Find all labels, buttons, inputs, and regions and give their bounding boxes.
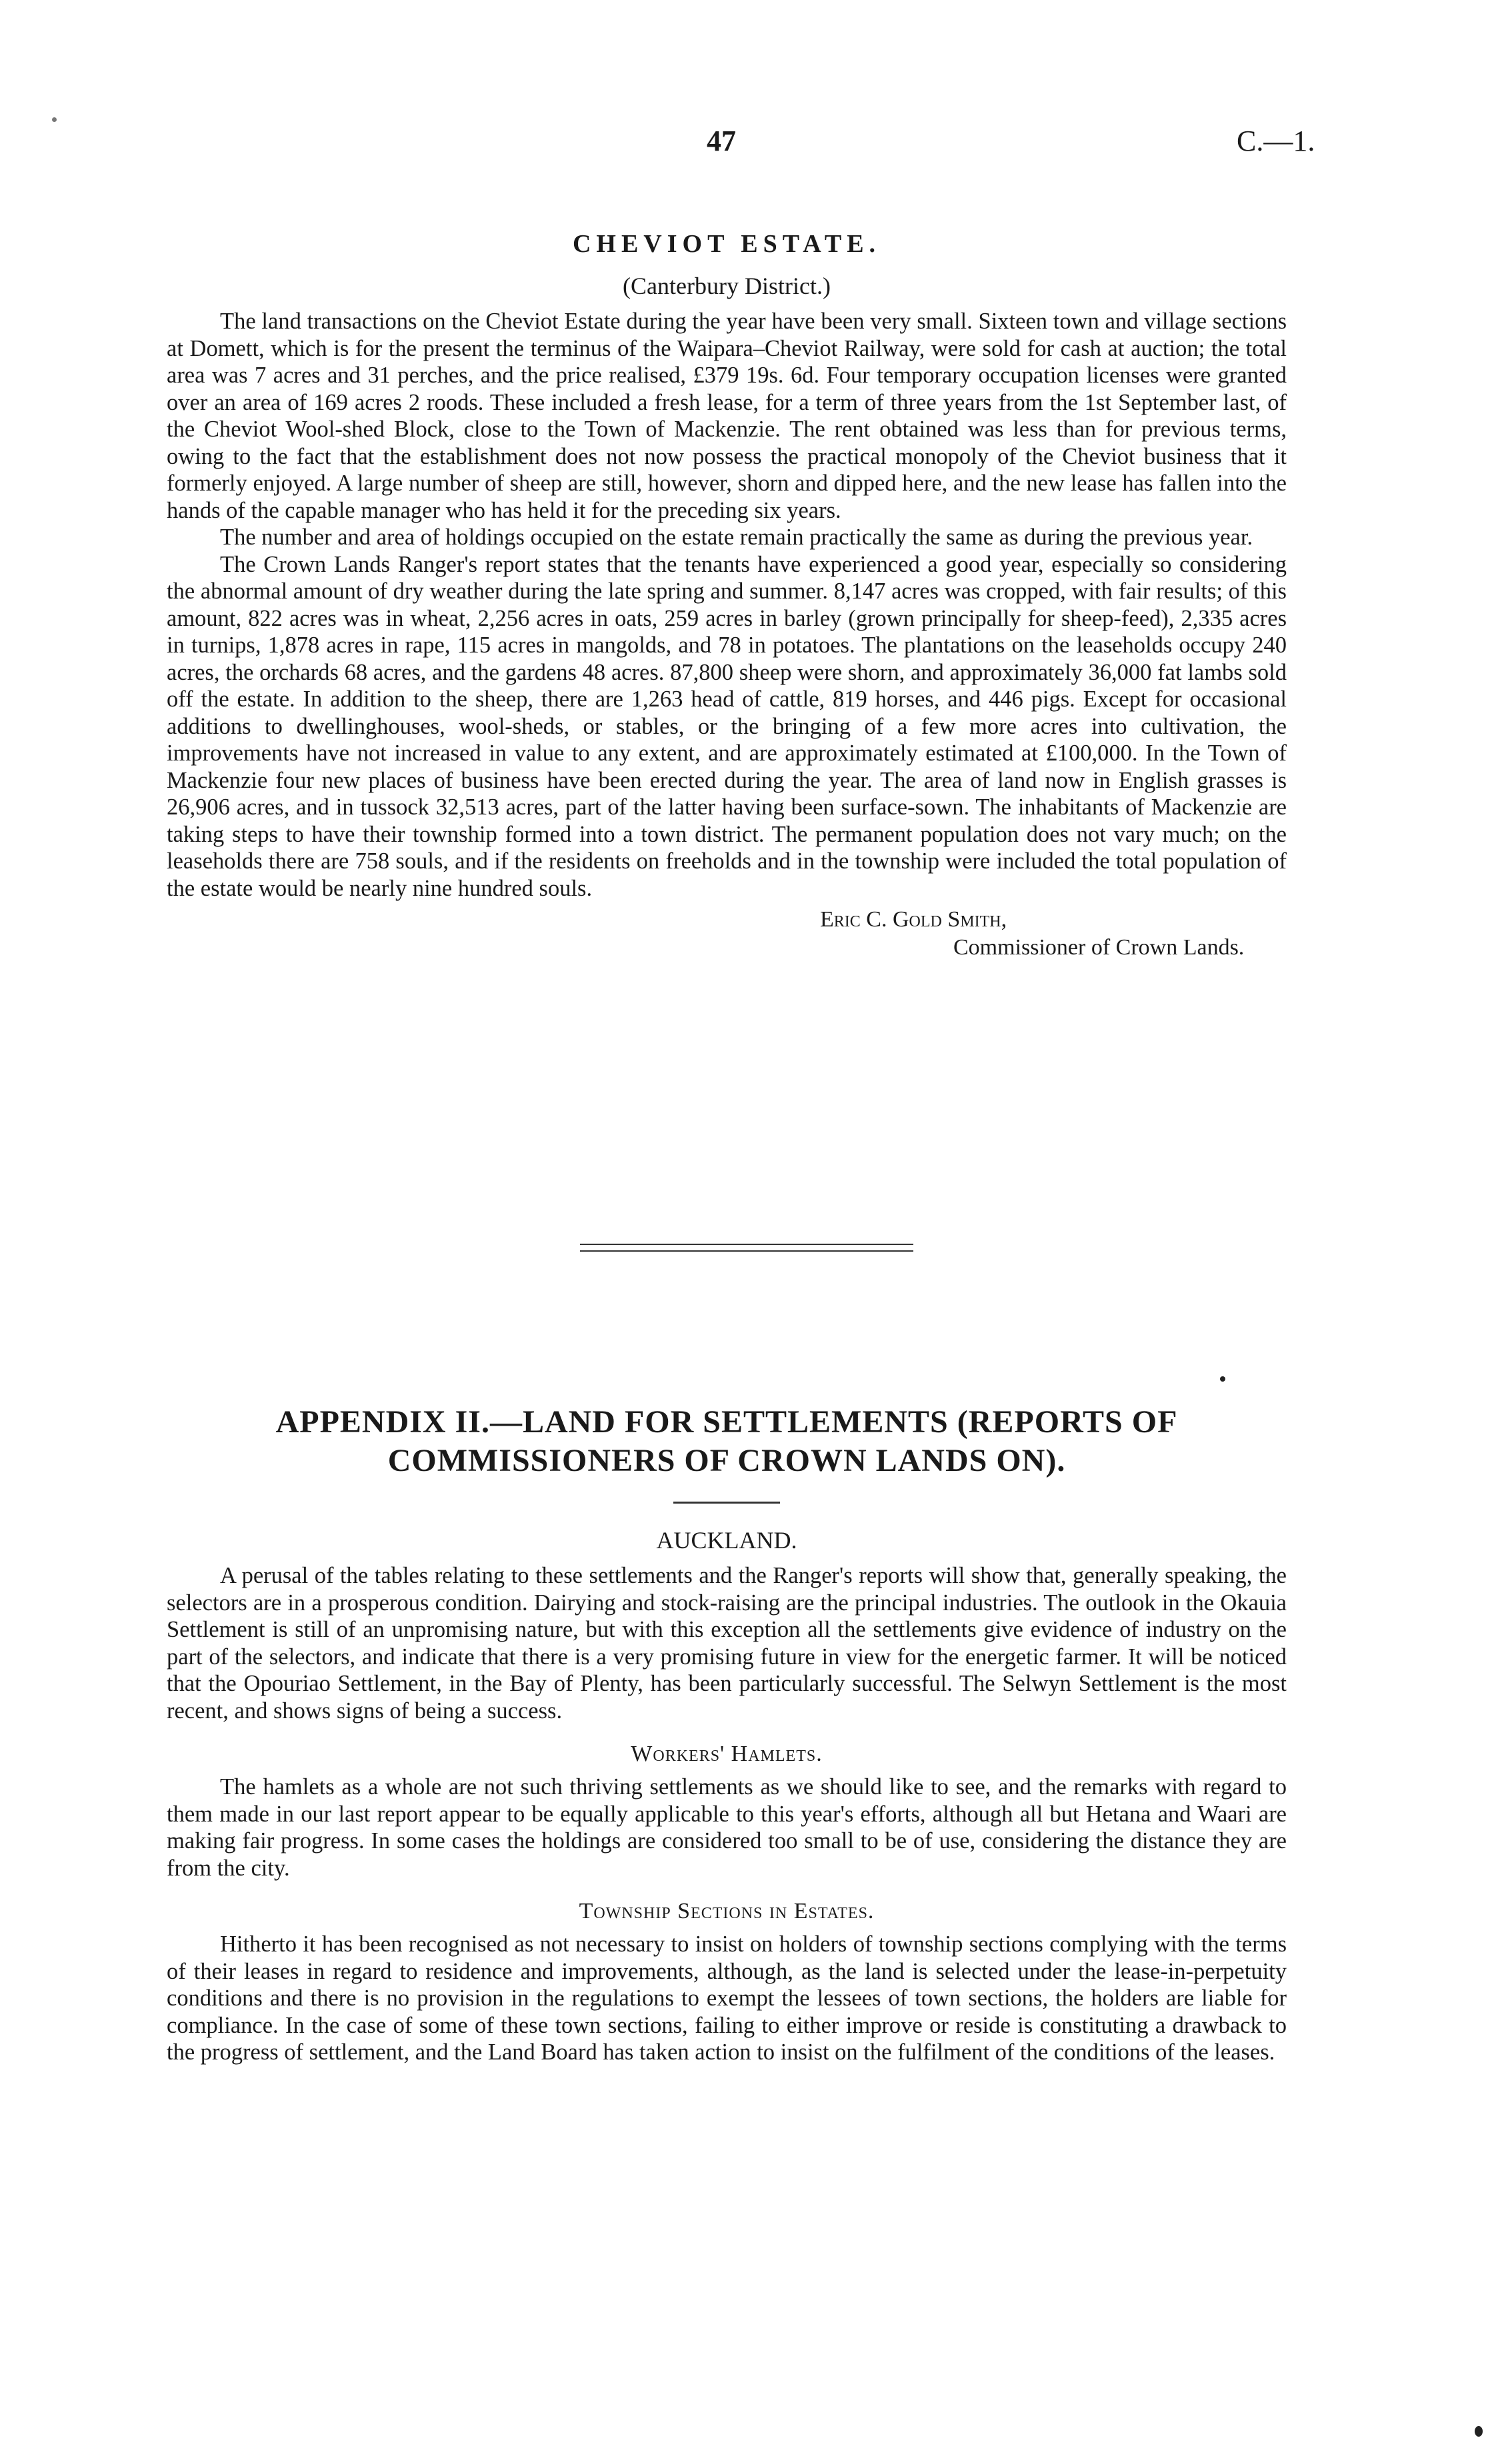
workers-hamlets-heading: Workers' Hamlets. bbox=[631, 1742, 823, 1766]
appendix-rule bbox=[673, 1502, 780, 1504]
township-sections-paragraph: Hitherto it has been recognised as not necessary to insist on holders of township sections complying with the terms of their leases in regard to residence and improvements, although, as the land is selected under the lease-in-perpetuity conditions and there is no provision in the regulations to exempt the lessees of town sections, the holders are liable for compliance. In the case of some of these town sections, failing to either improve or reside is constituting a drawback to the progress of settlement, and the Land Board has taken action to insist on the fulfilment of the conditions of the leases. bbox=[167, 1931, 1287, 2065]
auckland-heading: AUCKLAND. bbox=[656, 1527, 797, 1554]
scan-speck bbox=[1220, 1376, 1225, 1382]
section-divider bbox=[580, 1244, 913, 1252]
page-header bbox=[0, 124, 1488, 164]
page-number: 47 bbox=[707, 125, 736, 157]
cheviot-estate-title: CHEVIOT ESTATE. bbox=[572, 230, 881, 258]
cheviot-estate-subtitle: (Canterbury District.) bbox=[623, 273, 831, 299]
signature-role: Commissioner of Crown Lands. bbox=[953, 935, 1245, 960]
cheviot-paragraph-1: The land transactions on the Cheviot Estate during the year have been very small. Sixteen town and village sections at Domett, which is for the present the terminus of the Waipara–Cheviot Railway, were sold for cash at auction; the total area was 7 acres and 31 perches, and the price realised, £379 19s. 6d. Four temporary occupation licenses were granted over an area of 169 acres 2 roods. These included a fresh lease, for a term of three years from the 1st September last, of the Cheviot Wool-shed Block, close to the Town of Mackenzie. The rent obtained was less than for previous terms, owing to the fact that the establishment does not now possess the practical monopoly of the Cheviot business that it formerly enjoyed. A large number of sheep are still, however, shorn and dipped here, and the new lease has fallen into the hands of the capable manager who has held it for the preceding six years. bbox=[167, 309, 1287, 523]
cheviot-paragraph-2: The number and area of holdings occupied on the estate remain practically the same as during the previous year. bbox=[220, 525, 1253, 550]
cheviot-paragraph-3: The Crown Lands Ranger's report states that the tenants have experienced a good year, especially so considering the abnormal amount of dry weather during the late spring and summer. 8,147 acres was cropped, with fair results; of this amount, 822 acres was in wheat, 2,256 acres in oats, 259 acres in barley (grown principally for sheep-feed), 2,335 acres in turnips, 1,878 acres in rape, 115 acres in mangolds, and 78 in potatoes. The plantations on the leaseholds occupy 240 acres, the orchards 68 acres, and the gardens 48 acres. 87,800 sheep were shorn, and approximately 36,000 fat lambs sold off the estate. In addition to the sheep, there are 1,263 head of cattle, 819 horses, and 446 pigs. Except for occasional additions to dwellinghouses, wool-sheds, or stables, or the bringing of a few more acres into cultivation, the improvements have not increased in value to any extent, and are approximately estimated at £100,000. In the Town of Mackenzie four new places of business have been erected during the year. The area of land now in English grasses is 26,906 acres, and in tussock 32,513 acres, part of the latter having been surface-sown. The inhabitants of Mackenzie are taking steps to have their township formed into a town district. The permanent population does not vary much; on the leaseholds there are 758 souls, and if the residents on freeholds and in the township were included the total population of the estate would be nearly nine hundred souls. bbox=[167, 551, 1287, 901]
signature-name: Eric C. Gold Smith, bbox=[820, 907, 1007, 932]
auckland-paragraph: A perusal of the tables relating to these settlements and the Ranger's reports will show that, generally speaking, the selectors are in a prosperous condition. Dairying and stock-raising are the principal industries. The outlook in the Okauia Settlement is still of an unpromising nature, but with this exception all the settlements give evidence of industry on the part of the selectors, and indicate that there is a very promising future in view for the energetic farmer. It will be noticed that the Opouriao Settlement, in the Bay of Plenty, has been particularly successful. The Selwyn Settlement is the most recent, and shows signs of being a success. bbox=[167, 1563, 1287, 1724]
scan-speck bbox=[1475, 2426, 1483, 2437]
township-sections-heading: Township Sections in Estates. bbox=[579, 1899, 875, 1923]
signature-block bbox=[820, 906, 1287, 962]
document-reference: C.—1. bbox=[1237, 125, 1315, 157]
scan-speck bbox=[52, 117, 57, 122]
appendix-section bbox=[167, 1403, 1287, 2066]
appendix-title: APPENDIX II.—LAND FOR SETTLEMENTS (REPORTS OF COMMISSIONERS OF CROWN LANDS ON). bbox=[275, 1404, 1178, 1478]
workers-hamlets-paragraph: The hamlets as a whole are not such thriving settlements as we should like to see, and the remarks with regard to them made in our last report appear to be equally applicable to this year's efforts, although all but Hetana and Waari are making fair progress. In some cases the holdings are considered too small to be of use, considering the distance they are from the city. bbox=[167, 1774, 1287, 1881]
cheviot-estate-section bbox=[167, 229, 1287, 962]
